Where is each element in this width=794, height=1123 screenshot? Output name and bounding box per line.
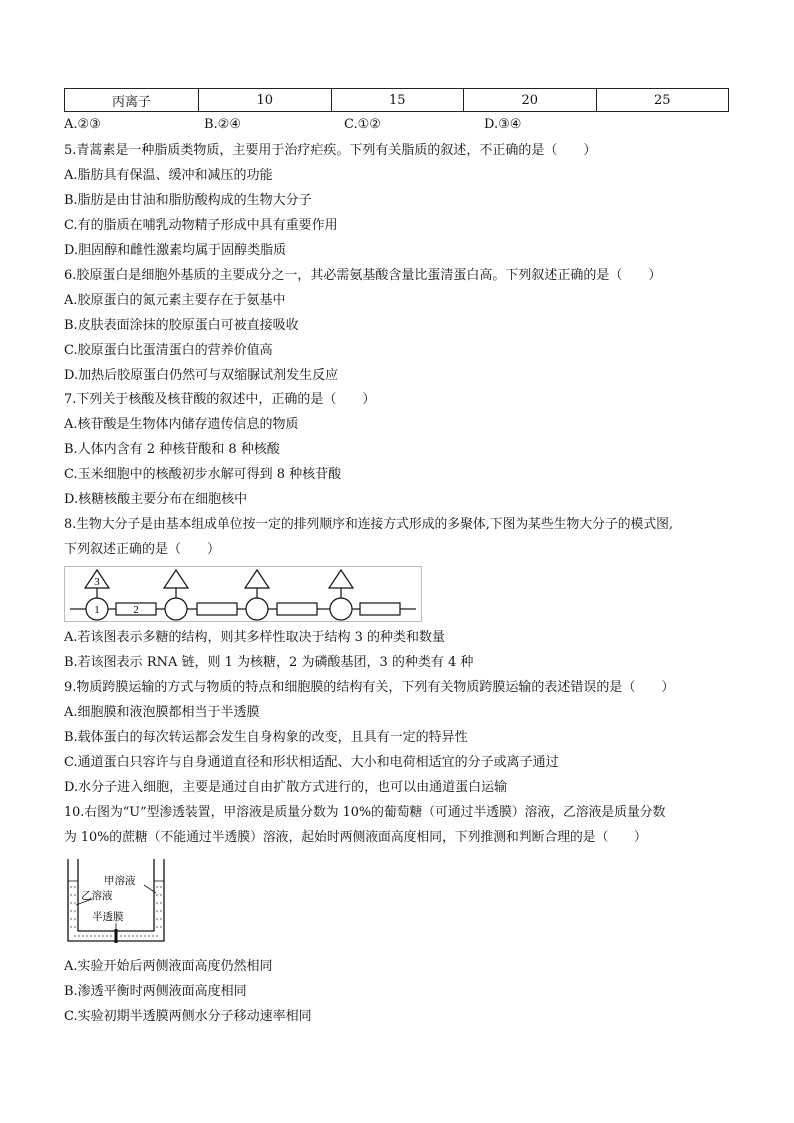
ion-table — [64, 88, 729, 112]
q6-option-d[interactable]: D.加热后胶原蛋白仍然可与双缩脲试剂发生反应 — [64, 368, 339, 383]
q5-option-a[interactable]: A.脂肪具有保温、缓冲和减压的功能 — [64, 168, 273, 183]
q6-option-b[interactable]: B.皮肤表面涂抹的胶原蛋白可被直接吸收 — [64, 318, 299, 333]
question-10-stem: 10.右图为“U”型渗透装置，甲溶液是质量分数为 10%的葡萄糖（可通过半透膜）溶液，乙溶液是质量分数 — [64, 805, 666, 820]
table-cell: 25 — [596, 89, 729, 112]
q5-option-d[interactable]: D.胆固醇和雌性激素均属于固醇类脂质 — [64, 243, 287, 258]
u-tube-osmosis-diagram — [64, 857, 168, 947]
question-5-stem: 5.青蒿素是一种脂质类物质，主要用于治疗疟疾。下列有关脂质的叙述，不正确的是（ ） — [64, 143, 597, 158]
q7-option-c[interactable]: C.玉米细胞中的核酸初步水解可得到 8 种核苷酸 — [64, 467, 342, 482]
label-1: 1 — [94, 604, 100, 616]
option-a[interactable]: A.②③ — [64, 117, 101, 132]
q10-option-a[interactable]: A.实验开始后两侧液面高度仍然相同 — [64, 959, 273, 974]
table-cell-label: 丙离子 — [65, 89, 199, 112]
q9-option-b[interactable]: B.载体蛋白的每次转运都会发生自身构象的改变，且具有一定的特异性 — [64, 730, 468, 745]
table-cell: 15 — [331, 89, 464, 112]
q7-option-b[interactable]: B.人体内含有 2 种核苷酸和 8 种核酸 — [64, 442, 280, 457]
table-cell: 20 — [464, 89, 597, 112]
q6-option-c[interactable]: C.胶原蛋白比蛋清蛋白的营养价值高 — [64, 343, 273, 358]
q9-option-a[interactable]: A.细胞膜和液泡膜都相当于半透膜 — [64, 705, 260, 720]
q8-option-b[interactable]: B.若该图表示 RNA 链，则 1 为核糖，2 为磷酸基团，3 的种类有 4 种 — [64, 655, 474, 670]
q9-option-c[interactable]: C.通道蛋白只容许与自身通道直径和形状相适配、大小和电荷相适宜的分子或离子通过 — [64, 755, 559, 770]
label-yi-solution: 乙溶液 — [81, 891, 113, 902]
label-membrane: 半透膜 — [92, 912, 124, 923]
option-b[interactable]: B.②④ — [204, 117, 241, 132]
label-2: 2 — [133, 604, 139, 616]
macromolecule-diagram — [64, 566, 422, 622]
question-7-stem: 7.下列关于核酸及核苷酸的叙述中，正确的是（ ） — [64, 392, 376, 407]
q5-option-c[interactable]: C.有的脂质在哺乳动物精子形成中具有重要作用 — [64, 218, 338, 233]
question-6-stem: 6.胶原蛋白是细胞外基质的主要成分之一，其必需氨基酸含量比蛋清蛋白高。下列叙述正确的是（ ） — [64, 268, 662, 283]
diagram-border — [65, 567, 422, 622]
q10-option-b[interactable]: B.渗透平衡时两侧液面高度相同 — [64, 984, 247, 999]
q8-option-a[interactable]: A.若该图表示多糖的结构，则其多样性取决于结构 3 的种类和数量 — [64, 630, 446, 645]
table-cell: 10 — [199, 89, 332, 112]
q4-options — [64, 117, 724, 135]
label-3: 3 — [94, 576, 100, 588]
question-8-stem: 8.生物大分子是由基本组成单位按一定的排列顺序和连接方式形成的多聚体,下图为某些生物大分子的模式图, — [64, 517, 674, 532]
label-jia-solution: 甲溶液 — [104, 876, 136, 887]
option-c[interactable]: C.①② — [344, 117, 381, 132]
q7-option-d[interactable]: D.核糖核酸主要分布在细胞核中 — [64, 492, 248, 507]
table-row — [65, 89, 729, 112]
q9-option-d[interactable]: D.水分子进入细胞，主要是通过自由扩散方式进行的，也可以由通道蛋白运输 — [64, 780, 508, 795]
question-8-stem-cont: 下列叙述正确的是（ ） — [64, 542, 221, 557]
q10-option-c[interactable]: C.实验初期半透膜两侧水分子移动速率相同 — [64, 1009, 312, 1024]
q6-option-a[interactable]: A.胶原蛋白的氮元素主要存在于氨基中 — [64, 293, 286, 308]
question-9-stem: 9.物质跨膜运输的方式与物质的特点和细胞膜的结构有关，下列有关物质跨膜运输的表述错误的是（ ） — [64, 680, 675, 695]
q5-option-b[interactable]: B.脂肪是由甘油和脂肪酸构成的生物大分子 — [64, 193, 312, 208]
question-10-stem-cont: 为 10%的蔗糖（不能通过半透膜）溶液，起始时两侧液面高度相同，下列推测和判断合理的是（ ） — [64, 830, 647, 845]
q7-option-a[interactable]: A.核苷酸是生物体内储存遗传信息的物质 — [64, 417, 299, 432]
option-d[interactable]: D.③④ — [484, 117, 522, 132]
